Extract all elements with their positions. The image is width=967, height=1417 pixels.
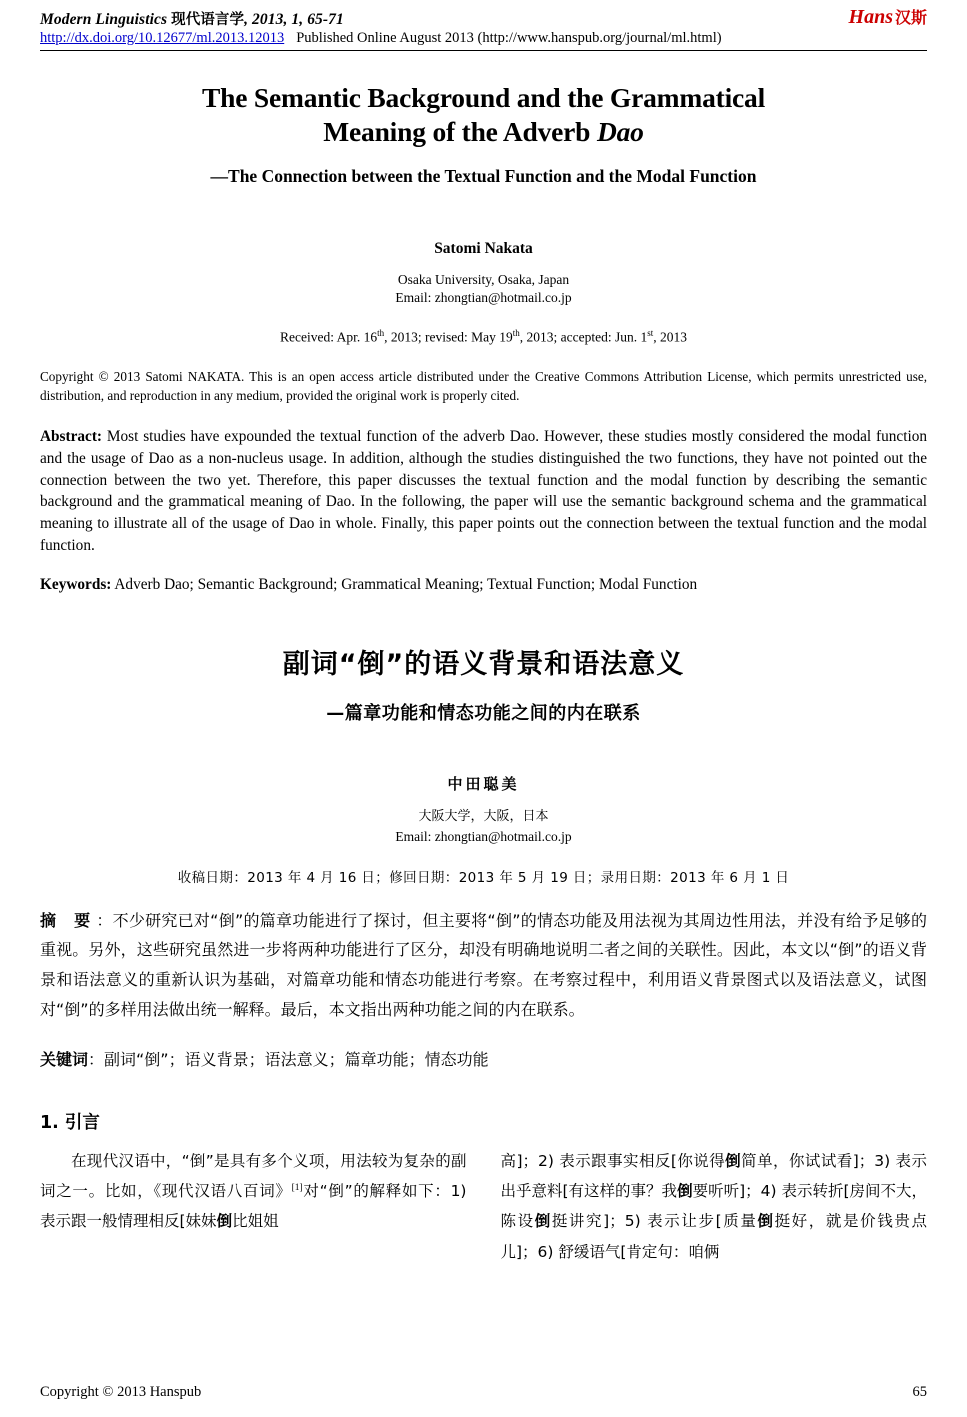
hanspub-logo-text: Hans — [848, 6, 893, 28]
chinese-subtitle: —篇章功能和情态功能之间的内在联系 — [326, 703, 641, 725]
footer-copyright: Copyright © 2013 Hanspub — [40, 1384, 202, 1400]
abstract-label: Abstract: — [40, 428, 103, 446]
page-subtitle: —The Connection between the Textual Function and the Modal Function — [210, 166, 757, 187]
author-email: Email: zhongtian@hotmail.co.jp — [395, 290, 572, 306]
hanspub-logo-text-cn: 汉斯 — [894, 8, 927, 27]
journal-name: Modern Linguistics — [40, 11, 172, 28]
journal-name-cn: 现代语言学 — [171, 12, 245, 28]
author-affiliation — [40, 271, 927, 307]
keywords-label: Keywords: — [40, 576, 112, 594]
body-paragraph-left — [40, 1146, 467, 1237]
author-name: Satomi Nakata — [434, 240, 533, 258]
body-right-keyword-dao-3: 倒 — [534, 1212, 552, 1231]
submission-dates — [40, 328, 927, 346]
abstract-paragraph — [40, 426, 927, 556]
title-keyword-dao: Dao — [596, 116, 644, 148]
date-revised-label: , 2013; revised: May 19 — [384, 329, 513, 345]
body-right-text-a: 高]；2) 表示跟事实相反[你说得 — [500, 1151, 726, 1170]
chinese-section — [40, 642, 927, 1075]
body-right-keyword-dao-2: 倒 — [677, 1182, 693, 1201]
chinese-abstract-text: ：不少研究已对“倒”的篇章功能进行了探讨，但主要将“倒”的情态功能及用法视为其周边性用法，并没有给予足够的重视。另外，这些研究虽然进一步将两种功能进行了区分，却没有明确地说明二者之间的关联性。因此，本文以“倒”的语义背景和语法意义的重新认识为基础，对篇章功能和情态功能进行考察。在考察过程中，利用语义背景图式以及语法意义，试图对“倒”的多样用法做出统一解释。最后，本文指出两种功能之间的内在联系。 — [40, 910, 927, 1019]
body-columns — [40, 1146, 927, 1267]
body-column-left — [40, 1146, 467, 1267]
keywords-paragraph — [40, 576, 927, 594]
chinese-keywords-label: 关键词 — [40, 1050, 89, 1070]
doi-link[interactable]: http://dx.doi.org/10.12677/ml.2013.12013 — [40, 30, 285, 46]
date-revised-ordinal: th — [512, 327, 520, 338]
body-right-keyword-dao-1: 倒 — [725, 1151, 742, 1170]
title-line-2 — [40, 115, 927, 149]
chinese-affiliation — [40, 808, 927, 846]
hanspub-logo — [849, 5, 927, 29]
date-year: , 2013 — [653, 329, 687, 345]
journal-citation-line — [40, 8, 927, 29]
chinese-keywords-paragraph — [40, 1046, 927, 1075]
body-right-text-b: 简单，你试试看]；3) 表示出乎意料[有这样的事？我 — [500, 1151, 927, 1201]
chinese-keywords-text: ：副词“倒”；语义背景；语法意义；篇章功能；情态功能 — [88, 1050, 489, 1070]
copyright-notice: Copyright © 2013 Satomi NAKATA. This is an open access article distributed under the Creative Commons Attribution License, which permits unrestricted use, distribution, and reproduction in any medium, provided the original work is properly cited. — [40, 369, 927, 403]
body-right-text-d: 挺讲究]；5) 表示让步[质量 — [551, 1212, 758, 1231]
section-heading-introduction — [40, 1109, 927, 1134]
page-footer — [40, 1384, 927, 1401]
keywords-text: Adverb Dao; Semantic Background; Grammatical Meaning; Textual Function; Modal Function — [111, 576, 698, 594]
journal-doi-line — [40, 30, 927, 47]
page-title — [40, 81, 927, 149]
body-left-text-b: 对“倒”的解释如下：1) 表示跟一般情理相反[妹妹 — [40, 1182, 467, 1231]
body-right-keyword-dao-4: 倒 — [757, 1212, 775, 1231]
title-line-1: The Semantic Background and the Grammatical — [201, 82, 766, 113]
body-left-keyword-dao: 倒 — [216, 1212, 233, 1231]
date-accepted-label: , 2013; accepted: Jun. 1 — [519, 329, 648, 345]
body-right-text-e: 挺好，就是价钱贵点儿]；6) 舒缓语气[肯定句：咱俩 — [500, 1212, 927, 1261]
chinese-title: 副词“倒”的语义背景和语法意义 — [282, 649, 685, 681]
body-left-text-c: 比姐姐 — [232, 1212, 279, 1231]
journal-header — [40, 8, 927, 47]
date-received-ordinal: th — [377, 327, 385, 338]
journal-volume-pages: , 2013, 1, 65-71 — [244, 11, 344, 28]
chinese-abstract-paragraph — [40, 906, 927, 1024]
citation-reference-1: [1] — [291, 1183, 303, 1194]
date-accepted-ordinal: st — [647, 327, 654, 338]
date-received-label: Received: Apr. 16 — [280, 329, 378, 345]
chinese-author-email: Email: zhongtian@hotmail.co.jp — [395, 829, 572, 845]
published-online-text: Published Online August 2013 (http://www.hanspub.org/journal/ml.html) — [296, 30, 722, 46]
chinese-submission-dates: 收稿日期：2013 年 4 月 16 日；修回日期：2013 年 5 月 19 日；录用日期：2013 年 6 月 1 日 — [177, 869, 790, 886]
chinese-abstract-label: 摘 要 — [40, 910, 97, 930]
body-column-right — [501, 1146, 928, 1267]
section-title: 引言 — [64, 1112, 100, 1133]
abstract-text: Most studies have expounded the textual function of the adverb Dao. However, these studies mostly considered the modal function and the usage of Dao as a non-nucleus usage. In addition, although the studies distinguished the two functions, they have not pointed out the connection between the two yet. Therefore, this paper discusses the textual function and the modal function by describing the semantic background and the grammatical meaning of Dao. In the following, the paper will use the semantic background schema and the grammatical meaning to illustrate all of the usage of Dao in whole. Finally, this paper points out the connection between the textual function and the modal function. — [40, 428, 927, 554]
title-line-2-text: Meaning of the Adverb — [323, 116, 597, 148]
footer-page-number: 65 — [912, 1384, 927, 1400]
chinese-affiliation-text: 大阪大学，大阪，日本 — [418, 809, 549, 825]
body-paragraph-right — [501, 1146, 928, 1267]
body-right-text-c: 要听听]；4) 表示转折[房间不大，陈设 — [500, 1182, 928, 1231]
section-number: 1. — [40, 1112, 59, 1133]
body-left-text-a: 在现代汉语中，“倒”是具有多个义项，用法较为复杂的副词之一。比如，《现代汉语八百词》 — [40, 1151, 467, 1201]
header-divider — [40, 50, 927, 51]
affiliation-text: Osaka University, Osaka, Japan — [397, 272, 570, 288]
chinese-author-name: 中田聪美 — [447, 775, 520, 794]
